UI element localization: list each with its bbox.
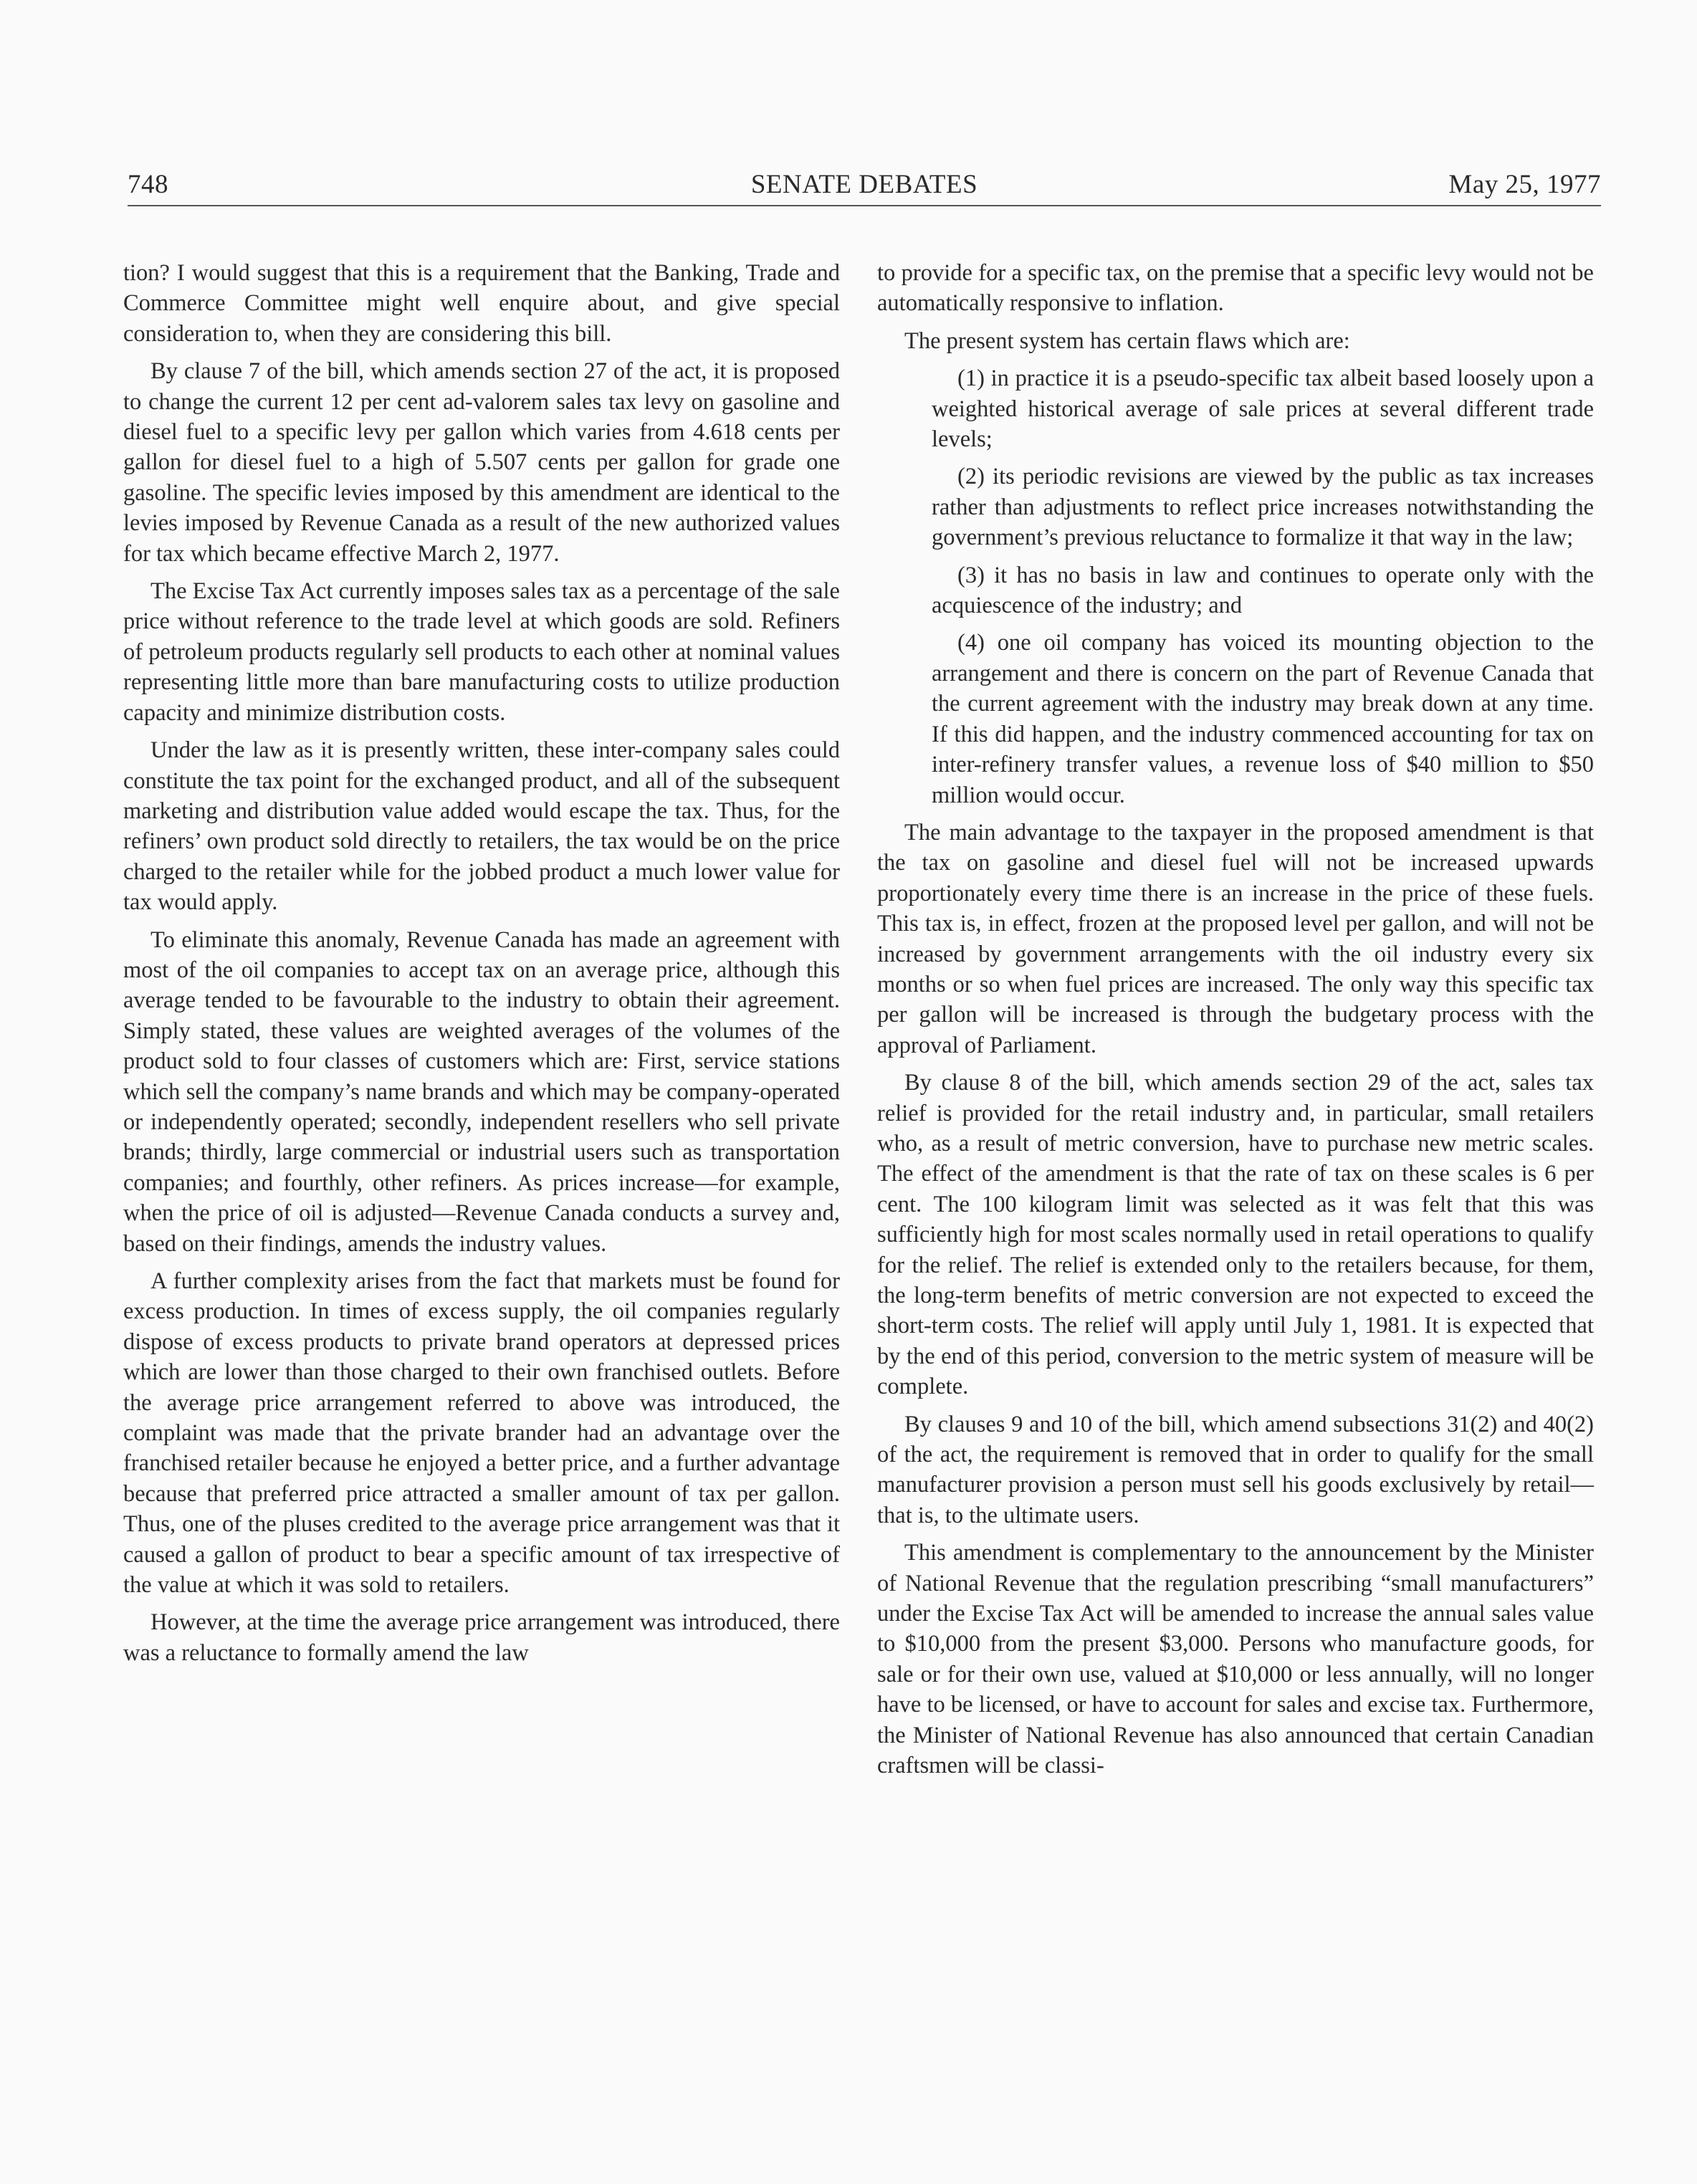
paragraph: The main advantage to the taxpayer in the proposed amendment is that the tax on gasoline and diesel fuel will not be increased upwards proportionately every time there is an increase in the price of these fuels. This tax is, in effect, frozen at the proposed level per gallon, and will not be increased by government arrangements with the oil industry every six months or so when fuel prices are increased. The only way this specific tax per gallon will be increased is through the budgetary process with the approval of Parliament. <box>877 819 1594 1058</box>
left-column <box>123 258 840 1675</box>
paragraph: By clause 8 of the bill, which amends section 29 of the act, sales tax relief is provided for the retail industry and, in particular, small retailers who, as a result of metric conversion, have to purchase new metric scales. The effect of the amendment is that the rate of tax on these scales is 6 per cent. The 100 kilogram limit was selected as it was felt that this was sufficiently high for most scales normally used in retail operations to qualify for the relief. The relief is extended only to the retailers because, for them, the long-term benefits of metric conversion are not expected to exceed the short-term costs. The relief will apply until July 1, 1981. It is expected that by the end of this period, conversion to the metric system of measure will be complete. <box>877 1070 1594 1400</box>
list-item: (4) one oil company has voiced its mounting objection to the arrangement and there is concern on the part of Revenue Canada that the current agreement with the industry may break down at any time. If this did happen, and the industry commenced accounting for tax on inter-refinery transfer values, a revenue loss of $40 million to $50 million would occur. <box>932 630 1594 808</box>
paragraph: The Excise Tax Act currently imposes sales tax as a percentage of the sale price without reference to the trade level at which goods are sold. Refiners of petroleum products regularly sell products to each other at nominal values representing little more than bare manufacturing costs to utilize production capacity and minimize distribution costs. <box>123 578 840 726</box>
paragraph: Under the law as it is presently written, these inter-company sales could constitute the tax point for the exchanged product, and all of the subsequent marketing and distribution value added would escape the tax. Thus, for the refiners’ own product sold directly to retailers, the tax would be on the price charged to the retailer while for the jobbed product a much lower value for tax would apply. <box>123 737 840 916</box>
list-item: (2) its periodic revisions are viewed by the public as tax increases rather than adjustments to reflect price increases notwithstanding the government’s previous reluctance to formalize it that way in the law; <box>932 464 1594 551</box>
paragraph: However, at the time the average price arrangement was introduced, there was a reluctance to formally amend the law <box>123 1609 840 1666</box>
list-item: (1) in practice it is a pseudo-specific tax albeit based loosely upon a weighted historical average of sale prices at several different trade levels; <box>932 365 1594 453</box>
list-item: (3) it has no basis in law and continues to operate only with the acquiescence of the industry; and <box>932 562 1594 619</box>
publication-date: May 25, 1977 <box>1448 170 1601 199</box>
paragraph: The present system has certain flaws which are: <box>904 327 1350 354</box>
paragraph: This amendment is complementary to the announcement by the Minister of National Revenue that the regulation prescribing “small manufacturers” under the Excise Tax Act will be amended to increase the annual sales value to $10,000 from the present $3,000. Persons who manufacture goods, for sale or for their own use, valued at $10,000 or less annually, will no longer have to be licensed, or have to account for sales and excise tax. Furthermore, the Minister of National Revenue has also announced that certain Canadian craftsmen will be classi- <box>877 1540 1594 1779</box>
right-column <box>877 258 1594 1788</box>
paragraph: tion? I would suggest that this is a requirement that the Banking, Trade and Commerce Committee might well enquire about, and give special consideration to, when they are considering this bill. <box>123 260 840 347</box>
paragraph: To eliminate this anomaly, Revenue Canada has made an agreement with most of the oil companies to accept tax on an average price, although this average tended to be favourable to the industry to obtain their agreement. Simply stated, these values are weighted averages of the volumes of the product sold to four classes of customers which are: First, service stations which sell the company’s name brands and which may be company-operated or independently operated; secondly, independent resellers who sell private brands; thirdly, large commercial or industrial users such as transportation companies; and fourthly, other refiners. As prices increase—for example, when the price of oil is adjusted—Revenue Canada conducts a survey and, based on their findings, amends the industry values. <box>123 926 840 1257</box>
paragraph: A further complexity arises from the fact that markets must be found for excess production. In times of excess supply, the oil companies regularly dispose of excess products to private brand operators at depressed prices which are lower than those charged to their own franchised outlets. Before the average price arrangement referred to above was introduced, the complaint was made that the private brander had an advantage over the franchised retailer because he enjoyed a better price, and a further advantage because that preferred price attracted a smaller amount of tax per gallon. Thus, one of the pluses credited to the average price arrangement was that it caused a gallon of product to bear a specific amount of tax irrespective of the value at which it was sold to retailers. <box>123 1268 840 1599</box>
publication-title: SENATE DEBATES <box>750 170 978 199</box>
page-header <box>128 169 1601 203</box>
paragraph: to provide for a specific tax, on the premise that a specific levy would not be automatically responsive to inflation. <box>877 260 1594 317</box>
page-number: 748 <box>128 170 168 199</box>
paragraph: By clause 7 of the bill, which amends section 27 of the act, it is proposed to change the current 12 per cent ad-valorem sales tax levy on gasoline and diesel fuel to a specific levy per gallon which varies from 4.618 cents per gallon for diesel fuel to a high of 5.507 cents per gallon for grade one gasoline. The specific levies imposed by this amendment are identical to the levies imposed by Revenue Canada as a result of the new authorized values for tax which became effective March 2, 1977. <box>123 358 840 567</box>
paragraph: By clauses 9 and 10 of the bill, which amend subsections 31(2) and 40(2) of the act, the requirement is removed that in order to qualify for the small manufacturer provision a person must sell his goods exclusively by retail—that is, to the ultimate users. <box>877 1411 1594 1528</box>
header-rule <box>128 205 1601 206</box>
